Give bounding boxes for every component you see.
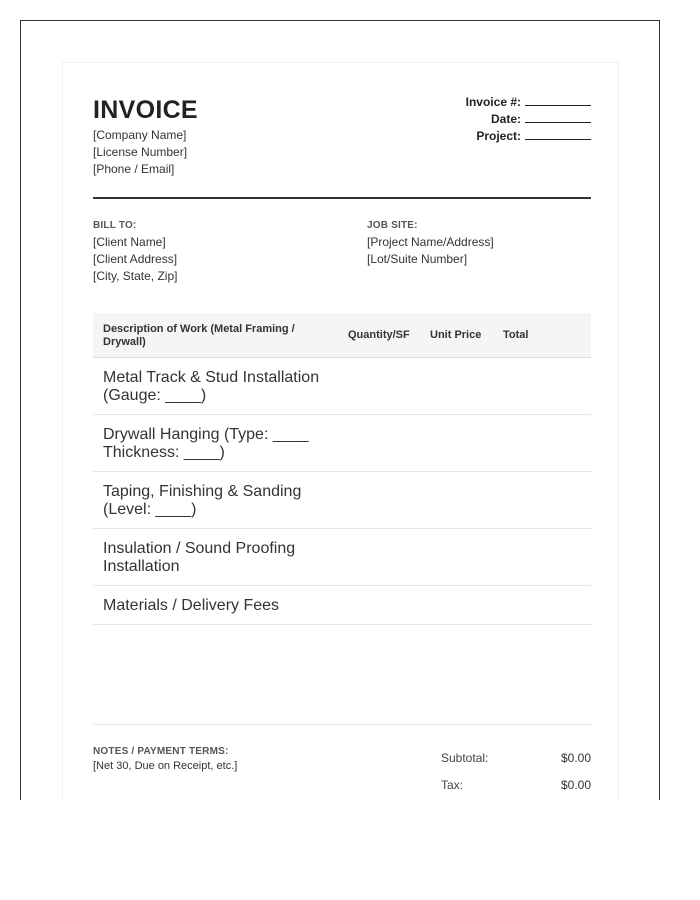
table-row <box>93 358 591 415</box>
company-name: [Company Name] <box>93 128 187 142</box>
subtotal-value: $0.00 <box>560 751 591 765</box>
license-number: [License Number] <box>93 145 188 159</box>
bill-to-address <box>93 234 343 285</box>
client-city-state-zip: [City, State, Zip] <box>93 269 178 283</box>
table-header <box>93 313 591 358</box>
notes-section <box>93 746 237 772</box>
invoice-meta <box>466 94 591 145</box>
subtotal-row <box>441 751 591 778</box>
footer-divider <box>93 724 591 725</box>
invoice-number-label: Invoice #: <box>465 95 521 109</box>
invoice-page <box>62 62 619 800</box>
client-name: [Client Name] <box>93 235 166 249</box>
lot-suite-number: [Lot/Suite Number] <box>367 252 468 266</box>
tax-label: Tax: <box>441 778 464 792</box>
invoice-number-row <box>466 94 591 111</box>
client-address: [Client Address] <box>93 252 178 266</box>
table-row <box>93 529 591 586</box>
row-description: Metal Track & Stud Installation (Gauge: ____) <box>103 369 320 404</box>
project-row <box>466 128 591 145</box>
work-table <box>93 313 591 625</box>
phone-email: [Phone / Email] <box>93 162 175 176</box>
date-blank <box>525 111 591 123</box>
subtotal-label: Subtotal: <box>441 751 489 765</box>
row-description: Drywall Hanging (Type: ____ Thickness: ____) <box>103 426 309 461</box>
table-row <box>93 586 591 625</box>
invoice-number-blank <box>525 94 591 106</box>
bill-to-label: BILL TO: <box>93 220 137 231</box>
date-row <box>466 111 591 128</box>
table-row <box>93 415 591 472</box>
row-description: Taping, Finishing & Sanding (Level: ____) <box>103 483 302 518</box>
project-blank <box>525 128 591 140</box>
date-label: Date: <box>490 112 521 126</box>
header-description: Description of Work (Metal Framing / Drywall) <box>103 323 295 348</box>
row-description: Insulation / Sound Proofing Installation <box>103 540 296 575</box>
bill-to-section <box>93 220 343 285</box>
company-info <box>93 127 187 178</box>
job-site-section <box>367 220 591 268</box>
totals-section <box>441 751 591 800</box>
notes-text: [Net 30, Due on Receipt, etc.] <box>93 760 238 772</box>
invoice-title: INVOICE <box>93 96 198 124</box>
tax-value: $0.00 <box>560 778 591 792</box>
row-description: Materials / Delivery Fees <box>103 597 280 614</box>
header-divider <box>93 197 591 199</box>
table-row <box>93 472 591 529</box>
job-site-address <box>367 234 591 268</box>
document-frame <box>20 20 660 800</box>
header-quantity: Quantity/SF <box>348 329 410 341</box>
project-label: Project: <box>476 129 521 143</box>
header-total: Total <box>503 329 529 341</box>
notes-label: NOTES / PAYMENT TERMS: <box>93 746 229 757</box>
project-name-address: [Project Name/Address] <box>367 235 494 249</box>
tax-row <box>441 778 591 800</box>
header-unit-price: Unit Price <box>430 329 482 341</box>
job-site-label: JOB SITE: <box>367 220 418 231</box>
